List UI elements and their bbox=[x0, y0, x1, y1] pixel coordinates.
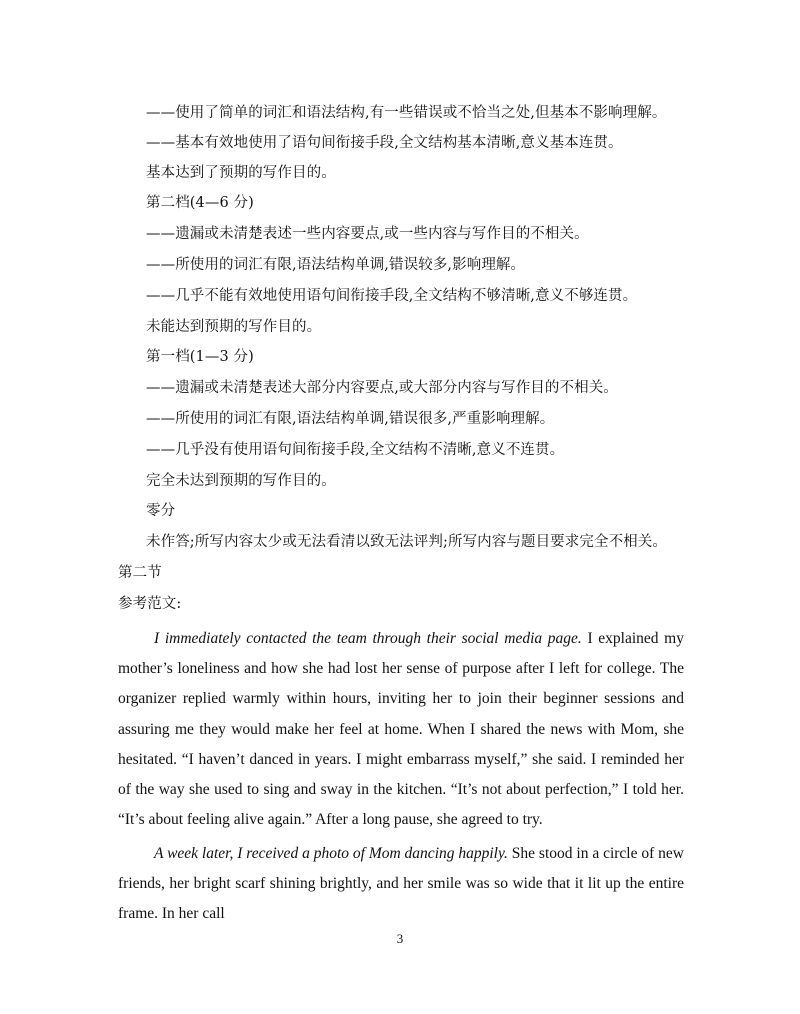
grade-heading: 零分 bbox=[146, 503, 176, 519]
essay-lead-sentence: A week later, I received a photo of Mom dancing happily. bbox=[154, 845, 508, 862]
rubric-line: ——几乎没有使用语句间衔接手段,全文结构不清晰,意义不连贯。 bbox=[146, 442, 565, 458]
essay-paragraph-2 bbox=[118, 839, 684, 930]
section-title: 第二节 bbox=[118, 565, 162, 581]
rubric-line: 基本达到了预期的写作目的。 bbox=[146, 165, 336, 181]
sample-label: 参考范文: bbox=[118, 596, 182, 612]
rubric-line: ——所使用的词汇有限,语法结构单调,错误较多,影响理解。 bbox=[146, 257, 526, 273]
rubric-line: ——使用了简单的词汇和语法结构,有一些错误或不恰当之处,但基本不影响理解。 bbox=[146, 105, 667, 121]
rubric-line: ——几乎不能有效地使用语句间衔接手段,全文结构不够清晰,意义不够连贯。 bbox=[146, 288, 638, 304]
essay-body-text: She stood in a circle of new friends, her bright scarf shining brightly, and her smile was so wide that it lit up the entire frame. In her call bbox=[118, 845, 684, 923]
page-number: 3 bbox=[396, 931, 404, 946]
rubric-line: 未能达到预期的写作目的。 bbox=[146, 319, 322, 335]
essay-paragraph-1 bbox=[118, 624, 684, 835]
rubric-line: ——所使用的词汇有限,语法结构单调,错误很多,严重影响理解。 bbox=[146, 411, 555, 427]
grade-heading: 第一档(1—3 分) bbox=[146, 349, 254, 365]
rubric-line: ——遗漏或未清楚表述一些内容要点,或一些内容与写作目的不相关。 bbox=[146, 226, 589, 242]
rubric-line: ——遗漏或未清楚表述大部分内容要点,或大部分内容与写作目的不相关。 bbox=[146, 380, 618, 396]
essay-body-text: I explained my mother’s loneliness and how she had lost her sense of purpose after I left for college. The organizer replied warmly within hours, inviting her to join their beginner sessions and assuring me they would make her feel at home. When I shared the news with Mom, she hesitated. “I haven’t danced in years. I might embarrass myself,” she said. I reminded her of the way she used to sing and sway in the kitchen. “It’s not about perfection,” I told her. “It’s about feeling alive again.” After a long pause, she agreed to try. bbox=[118, 630, 684, 829]
rubric-line: ——基本有效地使用了语句间衔接手段,全文结构基本清晰,意义基本连贯。 bbox=[146, 135, 623, 151]
rubric-line: 未作答;所写内容太少或无法看清以致无法评判;所写内容与题目要求完全不相关。 bbox=[146, 534, 667, 550]
grade-heading: 第二档(4—6 分) bbox=[146, 195, 254, 211]
rubric-line: 完全未达到预期的写作目的。 bbox=[146, 473, 336, 489]
essay-lead-sentence: I immediately contacted the team through their social media page. bbox=[154, 630, 582, 647]
